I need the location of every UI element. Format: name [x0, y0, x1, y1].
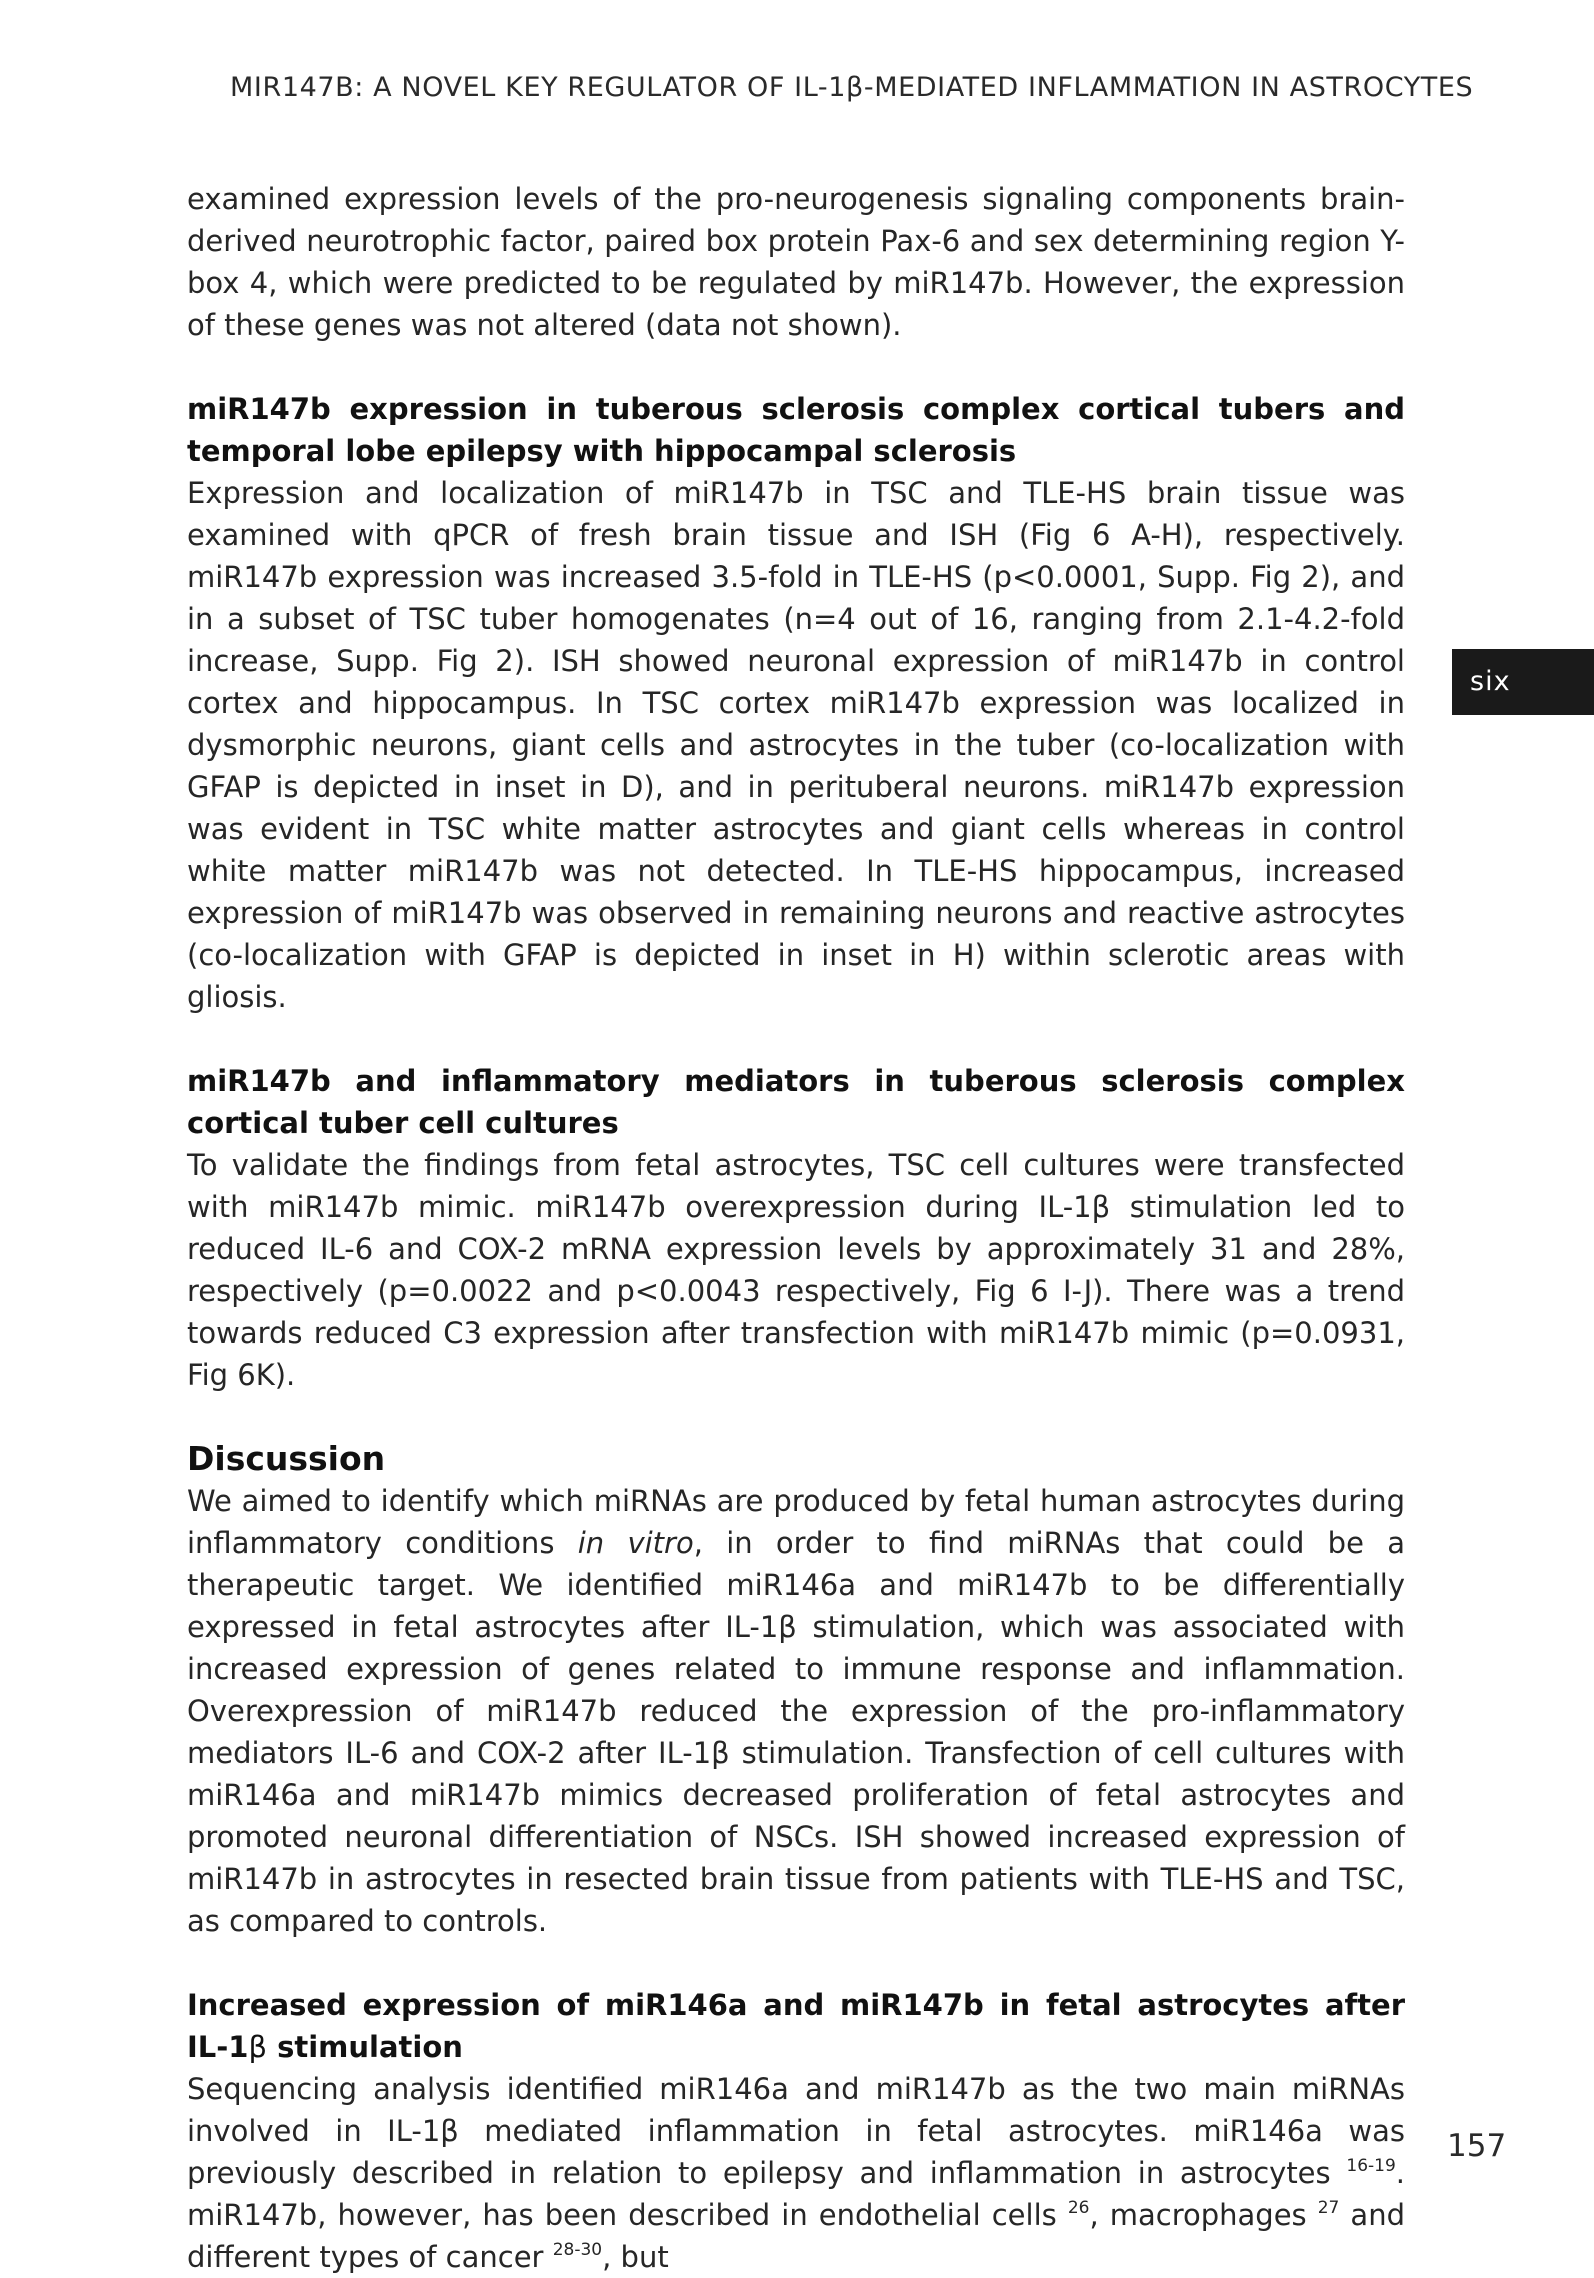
section-heading-increased-expression [187, 1984, 1405, 2068]
section-body-mir147b-expression: Expression and localization of miR147b in TSC and TLE-HS brain tissue was examined with qPCR of fresh brain tissue and ISH (Fig 6 A-H), respectively. miR147b expression was increased 3.5-fold in TLE-HS (p<0.0001, Supp. Fig 2), and in a subset of TSC tuber homogenates (n=4 out of 16, ranging from 2.1-4.2-fold increase, Supp. Fig 2). ISH showed neuronal expression of miR147b in control cortex and hippocampus. In TSC cortex miR147b expression was localized in dysmorphic neurons, giant cells and astrocytes in the tuber (co-localization with GFAP is depicted in inset in D), and in perituberal neurons. miR147b expression was evident in TSC white matter astrocytes and giant cells whereas in control white matter miR147b was not detected. In TLE-HS hippocampus, increased expression of miR147b was observed in remaining neurons and reactive astrocytes (co-localization with GFAP is depicted in inset in H) within sclerotic areas with gliosis. [187, 476, 1405, 1014]
section-heading-text-end: stimulation [277, 2030, 463, 2064]
section-body-increased-expression [187, 2068, 1405, 2278]
discussion-text-end: , in order to find miRNAs that could be a therapeutic target. We identified miR146a and miR147b to be differentially expressed in fetal astrocytes after IL-1β stimulation, which was associated with increased expression of genes related to immune response and inflammation. Overexpression of miR147b reduced the expression of the pro-inflammatory mediators IL-6 and COX-2 after IL-1β stimulation. Transfection of cell cultures with miR146a and miR147b mimics decreased proliferation of fetal astrocytes and promoted neuronal differentiation of NSCs. ISH showed increased expression of miR147b in astrocytes in resected brain tissue from patients with TLE-HS and TSC, as compared to controls. [187, 1526, 1405, 1938]
page-number: 157 [1447, 2128, 1507, 2164]
discussion-text-start: We aimed to identify which miRNAs are produced by fetal human astrocytes during inflammatory conditions [187, 1484, 1405, 1560]
citation-ref-c: 27 [1317, 2198, 1340, 2218]
citation-ref-a: 16-19 [1346, 2156, 1396, 2176]
citation-ref-b: 26 [1067, 2198, 1090, 2218]
body-text-b: . miR147b, however, has been described in endothelial cells [187, 2156, 1405, 2232]
body-text-d: and different types of cancer [187, 2198, 1405, 2274]
section-heading-beta: β [248, 2030, 267, 2064]
body-text-c: , macrophages [1089, 2198, 1318, 2232]
intro-paragraph: examined expression levels of the pro-neurogenesis signaling components brain-derived neurotrophic factor, paired box protein Pax-6 and sex determining region Y-box 4, which were predicted to be regulated by miR147b. However, the expression of these genes was not altered (data not shown). [187, 182, 1405, 342]
section-heading-mir147b-expression: miR147b expression in tuberous sclerosis complex cortical tubers and temporal lobe epilepsy with hippocampal sclerosis [187, 392, 1405, 468]
citation-ref-d: 28-30 [552, 2240, 603, 2260]
discussion-heading: Discussion [187, 1439, 386, 1478]
body-text-e: , but [602, 2240, 669, 2274]
chapter-tab: six [1452, 649, 1594, 715]
discussion-italic-term: in vitro [577, 1526, 694, 1560]
section-body-inflammatory-mediators: To validate the findings from fetal astrocytes, TSC cell cultures were transfected with miR147b mimic. miR147b overexpression during IL-1β stimulation led to reduced IL-6 and COX-2 mRNA expression levels by approximately 31 and 28%, respectively (p=0.0022 and p<0.0043 respectively, Fig 6 I-J). There was a trend towards reduced C3 expression after transfection with miR147b mimic (p=0.0931, Fig 6K). [187, 1148, 1405, 1392]
discussion-paragraph [187, 1480, 1405, 1942]
section-heading-inflammatory-mediators: miR147b and inflammatory mediators in tuberous sclerosis complex cortical tuber cell cultures [187, 1064, 1405, 1140]
section-heading-text: Increased expression of miR146a and miR147b in fetal astrocytes after IL-1 [187, 1988, 1405, 2064]
running-head: MIR147B: A NOVEL KEY REGULATOR OF IL-1β-MEDIATED INFLAMMATION IN ASTROCYTES [230, 72, 1474, 103]
article-body [187, 178, 1405, 2278]
body-text-a: Sequencing analysis identified miR146a and miR147b as the two main miRNAs involved in IL-1β mediated inflammation in fetal astrocytes. miR146a was previously described in relation to epilepsy and inflammation in astrocytes [187, 2072, 1405, 2190]
